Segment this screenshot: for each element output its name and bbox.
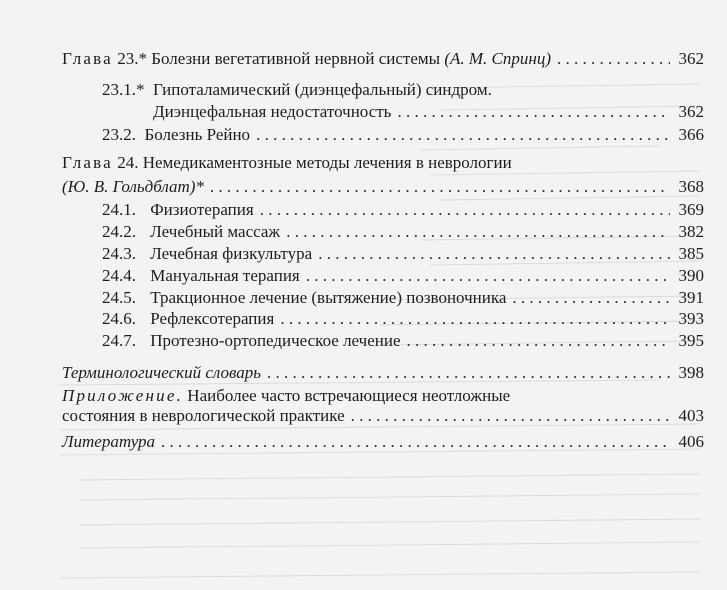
page-number: 366 [678, 125, 704, 144]
appendix-entry-line1[interactable] [62, 385, 704, 407]
appendix-title: Наиболее часто встречающиеся неотложные [187, 386, 511, 405]
chapter-title: Болезни вегетативной нервной системы [151, 49, 441, 68]
section-24-4[interactable] [102, 265, 704, 287]
section-title: Рефлексотерапия [150, 309, 275, 328]
section-title: Мануальная терапия [150, 266, 300, 285]
leader-dots [280, 308, 670, 330]
section-title: Болезнь Рейно [144, 125, 251, 144]
leader-dots [512, 287, 670, 309]
page-number: 385 [678, 244, 704, 263]
section-title: Лечебная физкультура [150, 244, 313, 263]
leader-dots [407, 330, 670, 352]
section-title-continued: Диэнцефальная недостаточность [153, 102, 392, 121]
section-23-1-line2[interactable] [153, 101, 704, 123]
section-number: 24.6. [102, 309, 136, 328]
section-number: 23.1.* [102, 80, 145, 99]
page-number: 391 [678, 288, 704, 307]
leader-dots [260, 199, 670, 221]
page-number: 369 [678, 200, 704, 219]
leader-dots [557, 48, 670, 70]
section-title: Протезно-ортопедическое лечение [150, 331, 401, 350]
section-title: Лечебный массаж [150, 222, 281, 241]
appendix-title-continued: состояния в неврологической практике [62, 406, 345, 425]
leader-dots [351, 405, 670, 427]
appendix-entry-line2[interactable] [62, 405, 704, 427]
page-number: 403 [678, 406, 704, 425]
page-number: 398 [678, 363, 704, 382]
leader-dots [306, 265, 670, 287]
chapter-24-author-line[interactable] [62, 176, 704, 198]
section-23-1-line1[interactable] [102, 79, 704, 101]
page-number: 362 [678, 49, 704, 68]
chapter-prefix: Глава [62, 153, 113, 172]
section-24-5[interactable] [102, 287, 704, 309]
section-number: 24.4. [102, 266, 136, 285]
leader-dots [256, 124, 670, 146]
section-number: 24.2. [102, 222, 136, 241]
chapter-23-heading[interactable] [62, 48, 704, 70]
section-number: 24.5. [102, 288, 136, 307]
page-number: 393 [678, 309, 704, 328]
leader-dots [267, 362, 670, 384]
section-23-2[interactable] [102, 124, 704, 146]
chapter-author: (А. М. Спринц) [444, 49, 551, 68]
literature-title: Литература [62, 432, 156, 451]
section-24-6[interactable] [102, 308, 704, 330]
page-number: 382 [678, 222, 704, 241]
section-24-1[interactable] [102, 199, 704, 221]
section-number: 23.2. [102, 125, 136, 144]
section-number: 24.1. [102, 200, 136, 219]
section-24-7[interactable] [102, 330, 704, 352]
literature-entry[interactable] [62, 431, 704, 453]
leader-dots [318, 243, 670, 265]
leader-dots [161, 431, 670, 453]
chapter-24-heading[interactable] [62, 152, 704, 174]
chapter-prefix: Глава [62, 49, 113, 68]
chapter-number: 24. [117, 153, 139, 172]
glossary-title: Терминологический словарь [62, 363, 261, 382]
section-number: 24.7. [102, 331, 136, 350]
appendix-label: Приложение. [62, 386, 184, 405]
leader-dots [397, 101, 670, 123]
glossary-entry[interactable] [62, 362, 704, 384]
page-number: 362 [678, 102, 704, 121]
page-number: 390 [678, 266, 704, 285]
page-number: 406 [678, 432, 704, 451]
section-title: Тракционное лечение (вытяжение) позвоночника [150, 288, 507, 307]
page-number: 395 [678, 331, 704, 350]
leader-dots [286, 221, 670, 243]
section-title: Физиотерапия [150, 200, 254, 219]
chapter-author: (Ю. В. Гольдблат)* [62, 177, 204, 196]
chapter-number: 23.* [117, 49, 147, 68]
section-24-3[interactable] [102, 243, 704, 265]
section-number: 24.3. [102, 244, 136, 263]
page-number: 368 [678, 177, 704, 196]
leader-dots [210, 176, 670, 198]
section-24-2[interactable] [102, 221, 704, 243]
section-title: Гипоталамический (диэнцефальный) синдром. [153, 80, 492, 99]
chapter-title: Немедикаментозные методы лечения в неврологии [142, 153, 512, 172]
